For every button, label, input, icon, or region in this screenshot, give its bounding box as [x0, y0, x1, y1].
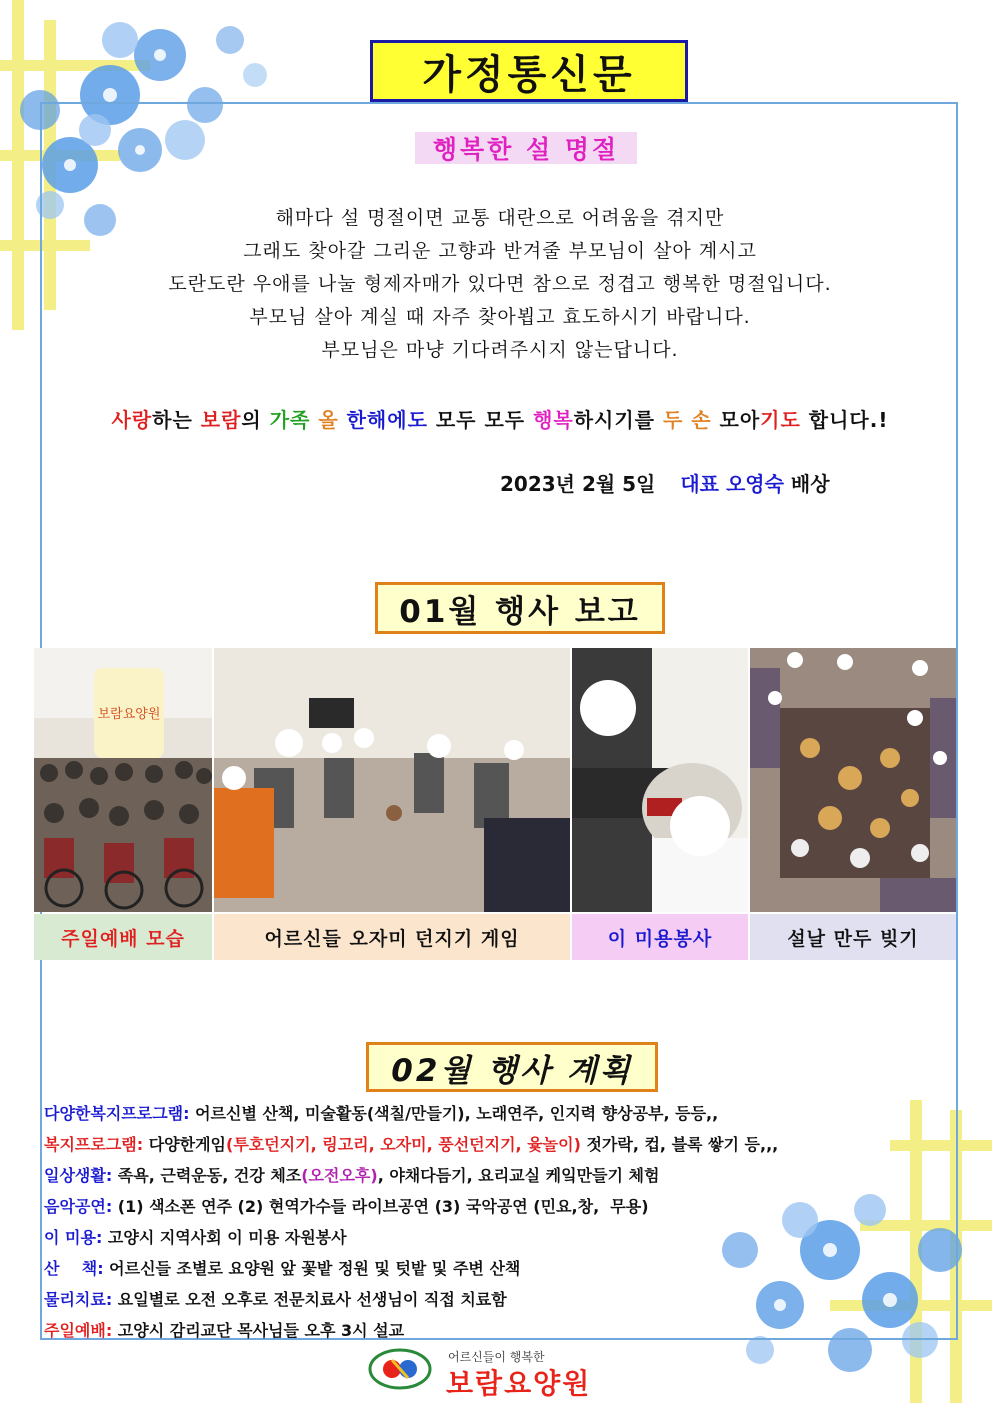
plan-item-text: (투호던지기, 링고리, 오자미, 풍선던지기, 윷놀이) — [226, 1135, 581, 1154]
plan-item-label: 다양한복지프로그램: — [44, 1104, 190, 1123]
plan-item — [44, 1222, 944, 1253]
plan-item-text: 젓가락, 컵, 블록 쌓기 등,,, — [580, 1135, 779, 1154]
greeting-line: 그래도 찾아갈 그리운 고향과 반겨줄 부모님이 살아 계시고 — [243, 240, 757, 262]
date: 2023년 2월 5일 — [500, 472, 656, 496]
footer-logo — [368, 1346, 638, 1400]
slide-text: 보람요양원 — [97, 707, 161, 722]
caption-dumpling-making: 설날 만두 빚기 — [750, 914, 956, 960]
report-title: 01월 행사 보고 — [375, 582, 665, 634]
plan-list — [44, 1098, 944, 1346]
plan-item-text: (1) 색소폰 연주 (2) 현역가수들 라이브공연 (3) 국악공연 (민요,창, 무용) — [112, 1197, 649, 1216]
plan-item — [44, 1253, 944, 1284]
photo-sunday-service — [34, 648, 212, 912]
plan-item — [44, 1129, 944, 1160]
wish-segment: 사랑 — [111, 408, 153, 432]
photo-beanbag-game — [214, 648, 570, 912]
plan-item — [44, 1098, 944, 1129]
greeting-line: 부모님 살아 계실 때 자주 찾아뵙고 효도하시기 바랍니다. — [249, 306, 751, 328]
wish-segment: 하시기를 — [573, 408, 663, 432]
plan-item-label: 이 미용: — [44, 1228, 103, 1247]
greeting-line: 도란도란 우애를 나눌 형제자매가 있다면 참으로 정겹고 행복한 명절입니다. — [168, 273, 832, 295]
representative: 대표 오영숙 — [680, 472, 784, 496]
plan-item — [44, 1315, 944, 1346]
caption-sunday-service: 주일예배 모습 — [34, 914, 212, 960]
plan-item-label: 물리치료: — [44, 1290, 113, 1309]
plan-item — [44, 1160, 944, 1191]
signature-line — [500, 468, 830, 497]
wish-segment: 기도 — [760, 408, 801, 432]
footer-tagline: 어르신들이 행복한 — [448, 1350, 545, 1364]
plan-item-text: (오전오후) — [301, 1166, 378, 1185]
plan-item-text: 족욕, 근력운동, 건강 체조 — [112, 1166, 302, 1185]
greeting-line: 해마다 설 명절이면 교통 대란으로 어려움을 겪지만 — [275, 207, 725, 229]
wish-segment: 두 손 — [662, 408, 712, 432]
plan-item-text: 다양한게임 — [143, 1135, 226, 1154]
greeting-line: 부모님은 마냥 기다려주시지 않는답니다. — [321, 339, 679, 361]
plan-item-label: 음악공연: — [44, 1197, 113, 1216]
wish-segment: 하는 — [152, 408, 201, 432]
plan-item-text: 고양시 감리교단 목사님들 오후 3시 설교 — [112, 1321, 405, 1340]
plan-item-label: 산 책: — [44, 1259, 104, 1278]
plan-item-label: 복지프로그램: — [44, 1135, 144, 1154]
footer-name: 보람요양원 — [446, 1367, 592, 1400]
new-year-wish — [80, 404, 920, 433]
plan-item-label: 일상생활: — [44, 1166, 113, 1185]
page-title: 가정통신문 — [370, 40, 688, 102]
wish-segment: 보람 — [200, 408, 242, 432]
logo-mark-icon — [368, 1348, 432, 1390]
plan-item-text: 고양시 지역사회 이 미용 자원봉사 — [102, 1228, 347, 1247]
wish-segment: 행복 — [533, 408, 574, 432]
plan-item-text: 요일별로 오전 오후로 전문치료사 선생님이 직접 치료함 — [112, 1290, 507, 1309]
plan-item-text: 어르신별 산책, 미술활동(색칠/만들기), 노래연주, 인지력 향상공부, 등등,, — [189, 1104, 719, 1123]
caption-beanbag-game: 어르신들 오자미 던지기 게임 — [214, 914, 570, 960]
photo-dumpling-making — [750, 648, 956, 912]
wish-segment: 의 — [241, 408, 270, 432]
plan-item-label: 주일예배: — [44, 1321, 113, 1340]
photo-hair-service — [572, 648, 748, 912]
caption-hair-service: 이 미용봉사 — [572, 914, 748, 960]
plan-item — [44, 1191, 944, 1222]
wish-segment: 모아 — [711, 408, 761, 432]
wish-segment: 모두 모두 — [427, 408, 534, 432]
plan-title: 02월 행사 계획 — [366, 1042, 658, 1092]
wish-segment: 합니다.! — [800, 408, 889, 432]
plan-item-text: 어르신들 조별로 요양원 앞 꽃밭 정원 및 텃밭 및 주변 산책 — [103, 1259, 521, 1278]
plan-item — [44, 1284, 944, 1315]
plan-item-text: , 야채다듬기, 요리교실 케잌만들기 체험 — [377, 1166, 660, 1185]
wish-segment: 올 — [310, 408, 347, 432]
wish-segment: 한해에도 — [346, 408, 428, 432]
greeting-text — [80, 202, 920, 367]
subtitle: 행복한 설 명절 — [415, 132, 637, 164]
closing: 배상 — [790, 472, 830, 496]
wish-segment: 가족 — [269, 408, 311, 432]
